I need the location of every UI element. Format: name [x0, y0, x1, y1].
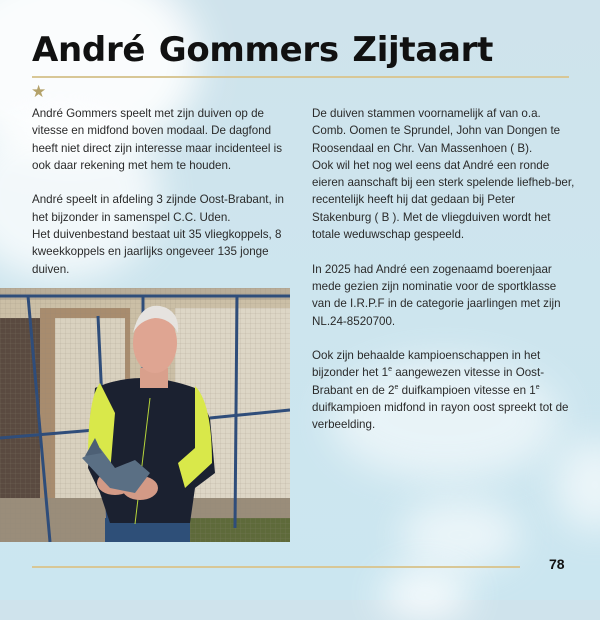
paragraph: André speelt in afdeling 3 zijnde Oost-Brabant, in het bijzonder in samenspel C.C. Uden. Het duivenbestand bestaat uit 35 vliegkoppels, 8 kweekkoppels en jaarlijks ongeveer 135 jonge duiven. [32, 193, 284, 276]
paragraph: De duiven stammen voornamelijk af van o.a. Comb. Oomen te Sprundel, John van Dongen te Roosendaal en Chr. Van Massenhoen ( B). Ook wil het nog wel eens dat André een ronde eieren aanschaft bij een sterk spelende liefheb-ber, recentelijk heeft hij dat gedaan bij Peter Stakenburg ( B ). Met de vliegduiven wordt het totale weduwschap gespeeld. [312, 107, 575, 242]
footer-divider [32, 566, 520, 568]
page-number: 78 [549, 556, 565, 572]
cloud-decoration [400, 500, 520, 570]
paragraph-championships: Ook zijn behaalde kampioenschappen in het bijzonder het 1e aangewezen vitesse in Oost-Brabant en de 2e duifkampioen vitesse en 1e duifkampioen midfond in rayon oost spreekt tot de verbeelding. [312, 349, 569, 432]
cloud-decoration [555, 440, 600, 530]
left-column [32, 105, 297, 295]
cloud-decoration [380, 570, 470, 620]
paragraph: In 2025 had André een zogenaamd boerenjaar mede gezien zijn nominatie voor de sportklasse van de I.R.P.F in de categorie jaarlingen met zijn NL.24-8520700. [312, 262, 561, 328]
title-divider [32, 76, 569, 78]
paragraph: André Gommers speelt met zijn duiven op de vitesse en midfond boven modaal. De dagfond heeft niet direct zijn interesse maar incidenteel is ook daar rekening met hem te houden. [32, 107, 283, 172]
page-title: André Gommers Zijtaart [32, 30, 494, 70]
star-icon: ★ [31, 82, 47, 101]
photo-illustration [0, 288, 290, 542]
photo-andre-gommers [0, 288, 290, 542]
right-column [312, 105, 577, 451]
